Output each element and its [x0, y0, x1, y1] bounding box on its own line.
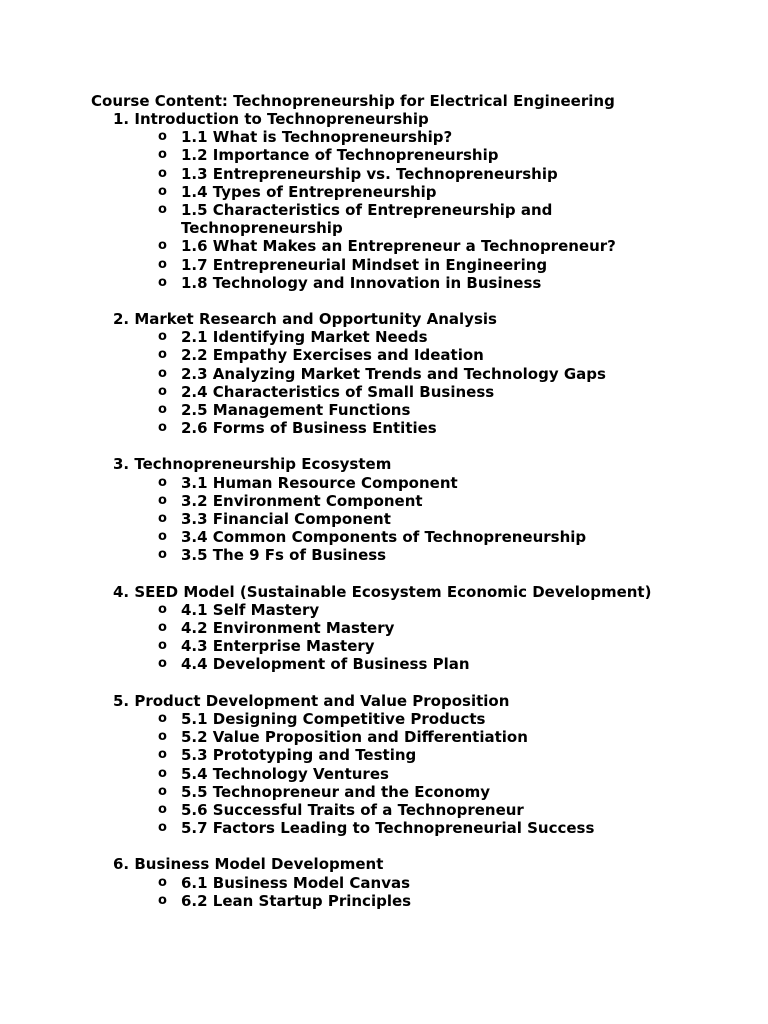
list-item	[0, 637, 768, 655]
list-item	[0, 183, 768, 201]
section-item-list	[0, 601, 768, 674]
section-heading: 4. SEED Model (Sustainable Ecosystem Economic Development)	[113, 582, 652, 601]
bullet-icon: o	[158, 165, 167, 181]
section-item-list	[0, 128, 768, 292]
course-section	[0, 110, 768, 292]
page-title: Course Content: Technopreneurship for Electrical Engineering	[91, 92, 615, 110]
list-item-text: 2.3 Analyzing Market Trends and Technology Gaps	[181, 364, 606, 383]
bullet-icon: o	[158, 747, 167, 763]
bullet-icon: o	[158, 638, 167, 654]
list-item	[0, 165, 768, 183]
bullet-icon: o	[158, 656, 167, 672]
list-item	[0, 419, 768, 437]
list-item-text: 3.2 Environment Component	[181, 491, 423, 510]
list-item-text: 6.2 Lean Startup Principles	[181, 891, 412, 910]
bullet-icon: o	[158, 147, 167, 163]
bullet-icon: o	[158, 783, 167, 799]
list-item	[0, 746, 768, 764]
list-item	[0, 274, 768, 292]
list-item	[0, 510, 768, 528]
bullet-icon: o	[158, 202, 167, 218]
list-item	[0, 528, 768, 546]
bullet-icon: o	[158, 329, 167, 345]
course-sections	[0, 110, 768, 928]
list-item-text: 3.1 Human Resource Component	[181, 473, 458, 492]
list-item	[0, 655, 768, 673]
course-section	[0, 692, 768, 838]
bullet-icon: o	[158, 274, 167, 290]
course-section	[0, 455, 768, 564]
list-item	[0, 256, 768, 274]
bullet-icon: o	[158, 710, 167, 726]
list-item	[0, 874, 768, 892]
bullet-icon: o	[158, 892, 167, 908]
course-section	[0, 855, 768, 910]
bullet-icon: o	[158, 347, 167, 363]
list-item	[0, 619, 768, 637]
section-heading: 5. Product Development and Value Proposition	[113, 691, 510, 710]
bullet-icon: o	[158, 601, 167, 617]
list-item-text: 3.5 The 9 Fs of Business	[181, 546, 387, 565]
list-item	[0, 474, 768, 492]
list-item-text: 1.2 Importance of Technopreneurship	[181, 146, 499, 165]
bullet-icon: o	[158, 420, 167, 436]
list-item	[0, 710, 768, 728]
section-item-list	[0, 710, 768, 837]
bullet-icon: o	[158, 183, 167, 199]
bullet-icon: o	[158, 238, 167, 254]
list-item-text: 1.7 Entrepreneurial Mindset in Engineering	[181, 255, 548, 274]
list-item	[0, 546, 768, 564]
list-item-text: 2.1 Identifying Market Needs	[181, 328, 428, 347]
list-item-text: 5.6 Successful Traits of a Technopreneur	[181, 800, 524, 819]
bullet-icon: o	[158, 256, 167, 272]
list-item-text: 2.2 Empathy Exercises and Ideation	[181, 346, 484, 365]
bullet-icon: o	[158, 492, 167, 508]
list-item-text: 1.6 What Makes an Entrepreneur a Technopreneur?	[181, 237, 616, 256]
list-item-text: 3.3 Financial Component	[181, 510, 391, 529]
list-item-text: 4.2 Environment Mastery	[181, 619, 395, 638]
list-item-text: 4.3 Enterprise Mastery	[181, 637, 375, 656]
list-item	[0, 783, 768, 801]
list-item	[0, 201, 768, 237]
bullet-icon: o	[158, 383, 167, 399]
section-item-list	[0, 474, 768, 565]
list-item-text: 5.4 Technology Ventures	[181, 764, 389, 783]
bullet-icon: o	[158, 529, 167, 545]
list-item	[0, 728, 768, 746]
section-item-list	[0, 328, 768, 437]
bullet-icon: o	[158, 511, 167, 527]
bullet-icon: o	[158, 129, 167, 145]
section-heading: 2. Market Research and Opportunity Analysis	[113, 310, 497, 329]
list-item	[0, 346, 768, 364]
bullet-icon: o	[158, 365, 167, 381]
list-item	[0, 765, 768, 783]
list-item	[0, 128, 768, 146]
bullet-icon: o	[158, 729, 167, 745]
list-item-text: 5.1 Designing Competitive Products	[181, 709, 486, 728]
list-item	[0, 492, 768, 510]
list-item-text: 1.3 Entrepreneurship vs. Technopreneurship	[181, 164, 558, 183]
list-item	[0, 801, 768, 819]
section-heading: 3. Technopreneurship Ecosystem	[113, 455, 392, 474]
list-item	[0, 383, 768, 401]
list-item-text: 5.2 Value Proposition and Differentiation	[181, 728, 528, 747]
bullet-icon: o	[158, 874, 167, 890]
course-section	[0, 583, 768, 674]
list-item-text: 5.5 Technopreneur and the Economy	[181, 782, 491, 801]
bullet-icon: o	[158, 765, 167, 781]
list-item-text: 4.1 Self Mastery	[181, 600, 320, 619]
list-item	[0, 819, 768, 837]
list-item	[0, 892, 768, 910]
bullet-icon: o	[158, 474, 167, 490]
section-heading: 6. Business Model Development	[113, 855, 384, 874]
list-item-text: 1.1 What is Technopreneurship?	[181, 128, 453, 147]
bullet-icon: o	[158, 402, 167, 418]
list-item	[0, 601, 768, 619]
list-item-text: 2.6 Forms of Business Entities	[181, 419, 437, 438]
list-item	[0, 146, 768, 164]
list-item-text: 1.8 Technology and Innovation in Business	[181, 273, 542, 292]
list-item-text: 5.3 Prototyping and Testing	[181, 746, 417, 765]
bullet-icon: o	[158, 547, 167, 563]
list-item	[0, 328, 768, 346]
list-item-text: 2.5 Management Functions	[181, 401, 411, 420]
bullet-icon: o	[158, 801, 167, 817]
bullet-icon: o	[158, 820, 167, 836]
list-item-text: 1.4 Types of Entrepreneurship	[181, 182, 437, 201]
list-item	[0, 237, 768, 255]
section-item-list	[0, 874, 768, 910]
course-section	[0, 310, 768, 437]
list-item	[0, 365, 768, 383]
list-item-text: 2.4 Characteristics of Small Business	[181, 382, 495, 401]
list-item-text: 6.1 Business Model Canvas	[181, 873, 411, 892]
bullet-icon: o	[158, 620, 167, 636]
list-item	[0, 401, 768, 419]
section-heading: 1. Introduction to Technopreneurship	[113, 110, 429, 128]
list-item-text: 5.7 Factors Leading to Technopreneurial Success	[181, 819, 595, 838]
list-item-text: 4.4 Development of Business Plan	[181, 655, 470, 674]
list-item-text: 3.4 Common Components of Technopreneurship	[181, 528, 587, 547]
list-item-text: 1.5 Characteristics of Entrepreneurship and Technopreneurship	[181, 201, 553, 238]
